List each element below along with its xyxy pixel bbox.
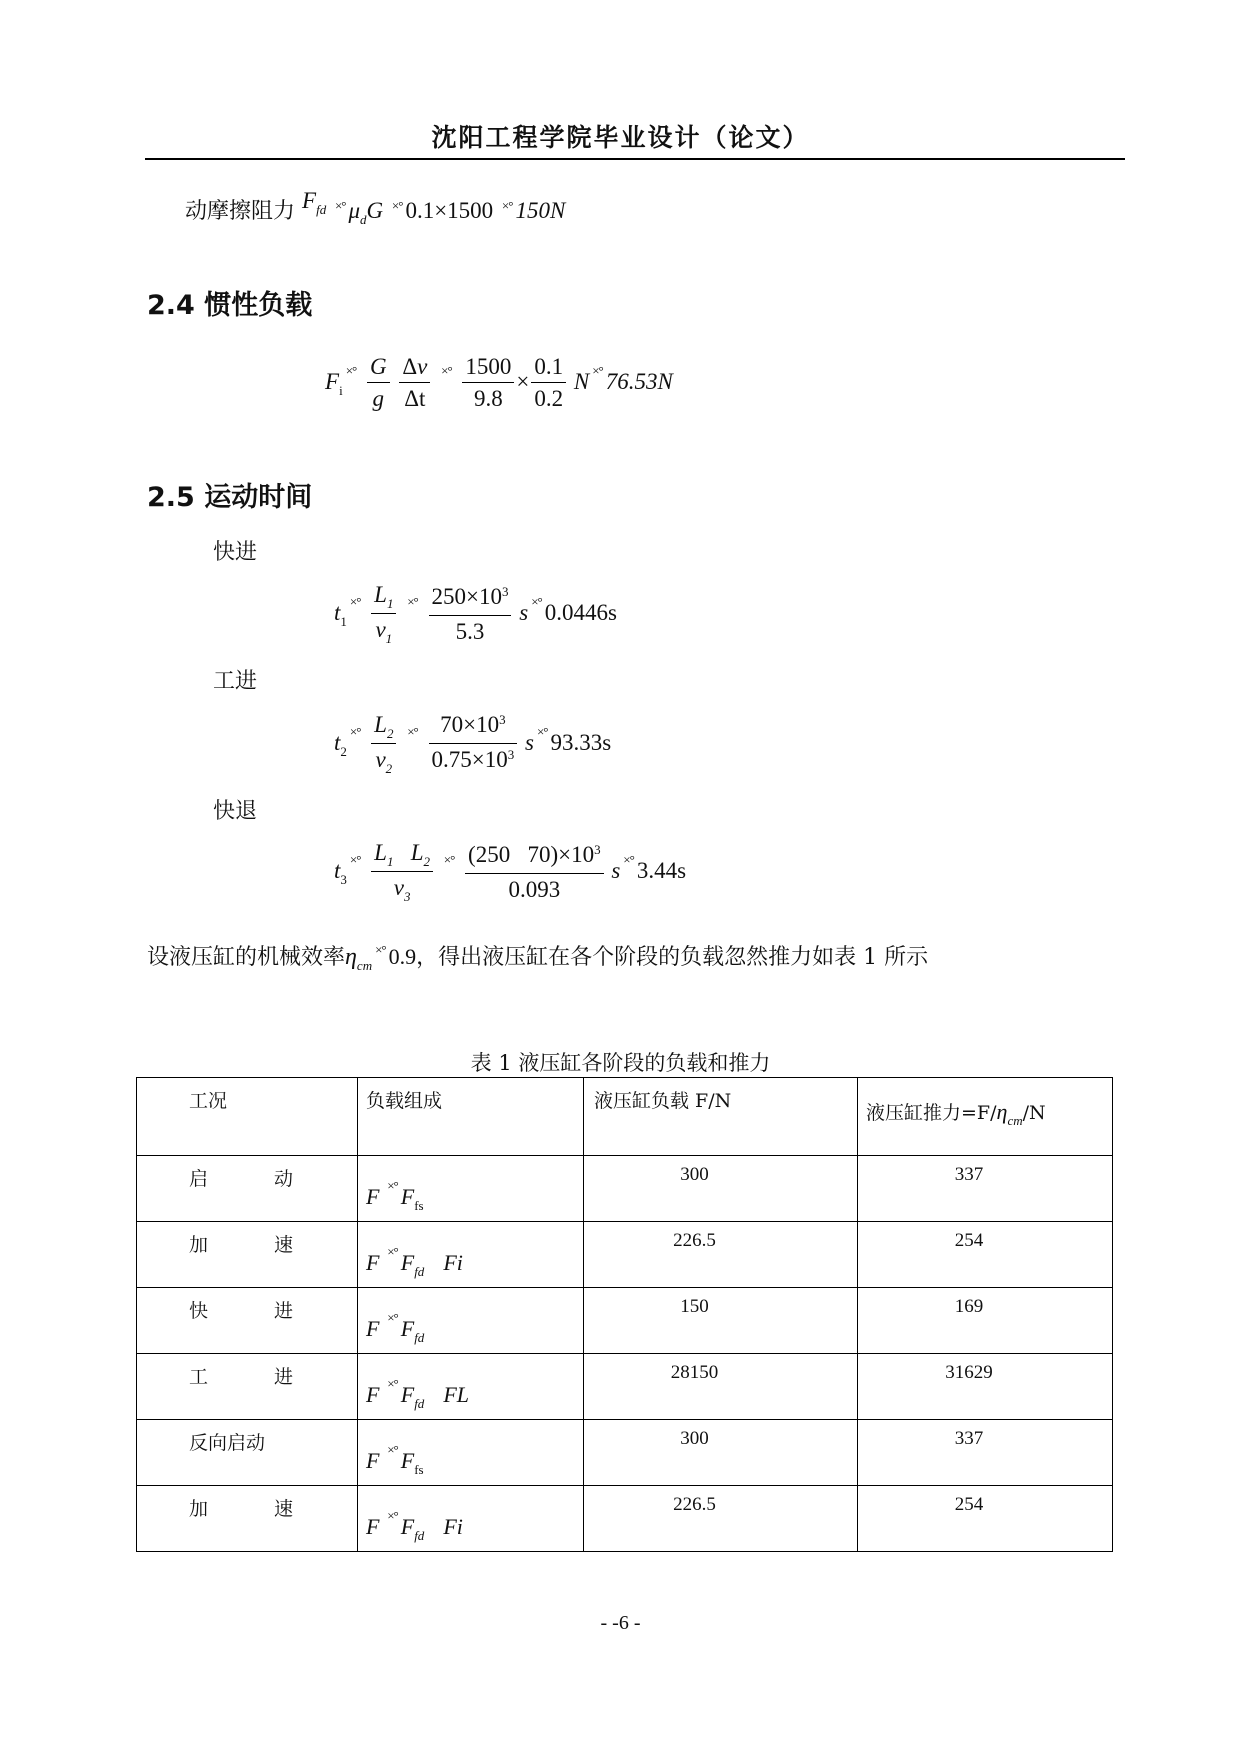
row-load: 300 [584,1156,858,1222]
row-thrust: 169 [858,1288,1113,1354]
row-condition: 快 进 [137,1288,358,1354]
page-number: - -6 - [600,1612,641,1634]
row-load: 28150 [584,1354,858,1420]
wf-result: 93.33s [550,729,612,755]
row-condition: 加 速 [137,1486,358,1552]
fast-forward-formula: $t_1^{\times^\circ}$ $\frac{L_1}{v_1}$ ×° $\frac{250\times 10^3}{5.3}$ s ×° 0.0446s [334,582,617,646]
inertia-num-1: 1500 [462,352,514,383]
efficiency-sentence: 设液压缸的机械效率$\eta_{cm}^{\times^\circ}$ 0.9，得出液压缸在各个阶段的负载忽然推力如表 1 所示 [147,942,929,973]
row-load: 226.5 [584,1222,858,1288]
efficiency-value: 0.9 [388,944,417,969]
ff-result: 0.0446s [544,599,617,625]
row-condition: 反向启动 [137,1420,358,1486]
table-row [137,1354,1113,1420]
row-thrust: 337 [858,1156,1113,1222]
inertia-formula: $F_i^{\times^\circ}$ $\frac{G}{g}$ $\frac{\Delta v}{\Delta t}$ ×° $\frac{1500}{9.8}$ × $\frac{0.1}{0.2}$ N ×° 76.53N [325,352,673,415]
row-load: 150 [584,1288,858,1354]
ff-num: 250×10 [431,583,502,609]
wf-den: 0.75×10 [431,747,508,772]
table-row [137,1288,1113,1354]
row-composition: F ×° $F_{fd}$ Fi [358,1222,584,1288]
header-load: 液压缸负载 F/N [584,1078,858,1156]
work-feed-label: 工进 [213,669,258,694]
row-condition: 工 进 [137,1354,358,1420]
section-2-4-heading: 2.4 惯性负载 [147,290,313,321]
fast-return-formula: $t_3^{\times^\circ}$ $\frac{L_1 L_2}{v_3}$ ×° $\frac{(250 70)\times 10^3}{0.093}$ s ×° 3.44s [334,840,687,904]
table-caption: 表 1 液压缸各阶段的负载和推力 [470,1051,771,1075]
friction-formula: $F_{fd}$ ×° $\mu_dG$ ×° 0.1×1500 ×° 150N [302,188,566,227]
row-composition: F ×° $F_{fs}$ [358,1156,584,1222]
table-row [137,1222,1113,1288]
wf-num: 70×10 [440,712,500,737]
table-row [137,1486,1113,1552]
inertia-num-2: 0.1 [531,352,566,383]
header-thrust: 液压缸推力$=F/\eta_{cm}/N$ [858,1078,1113,1156]
row-thrust: 254 [858,1222,1113,1288]
row-composition: F ×° $F_{fd}$ FL [358,1354,584,1420]
friction-expr: 0.1×1500 [405,198,494,223]
header-condition: 工况 [137,1078,358,1156]
friction-line [185,188,566,227]
row-condition: 加 速 [137,1222,358,1288]
row-composition: F ×° $F_{fd}$ [358,1288,584,1354]
efficiency-prefix: 设液压缸的机械效率 [147,945,346,970]
row-load: 300 [584,1420,858,1486]
row-thrust: 254 [858,1486,1113,1552]
row-composition: F ×° $F_{fd}$ Fi [358,1486,584,1552]
table-row [137,1420,1113,1486]
fr-result: 3.44s [636,857,687,883]
fr-num: (250 70)×10 [468,841,595,867]
row-condition: 启 动 [137,1156,358,1222]
fr-den: 0.093 [508,876,561,902]
fast-forward-label: 快进 [213,540,258,565]
ff-den: 5.3 [455,618,485,644]
efficiency-suffix: ，得出液压缸在各个阶段的负载忽然推力如表 1 所示 [416,945,929,970]
fast-return-label: 快退 [213,799,258,824]
inertia-result: 76.53N [605,368,673,394]
load-table [136,1077,1113,1552]
inertia-den-2: 0.2 [534,386,564,411]
row-composition: F ×° $F_{fs}$ [358,1420,584,1486]
header-rule [145,158,1125,160]
header-composition: 负载组成 [358,1078,584,1156]
row-load: 226.5 [584,1486,858,1552]
inertia-den-1: 9.8 [474,386,503,411]
table-row [137,1156,1113,1222]
row-thrust: 31629 [858,1354,1113,1420]
friction-label: 动摩擦阻力 [185,199,296,224]
section-2-5-heading: 2.5 运动时间 [147,482,313,513]
table-header-row [137,1078,1113,1156]
friction-result: 150N [515,198,566,223]
page-header-title: 沈阳工程学院毕业设计（论文） [431,123,810,152]
row-thrust: 337 [858,1420,1113,1486]
work-feed-formula: $t_2^{\times^\circ}$ $\frac{L_2}{v_2}$ ×° $\frac{70\times 10^3}{0.75\times 10^3}$ s ×° 93.33s [334,712,612,776]
